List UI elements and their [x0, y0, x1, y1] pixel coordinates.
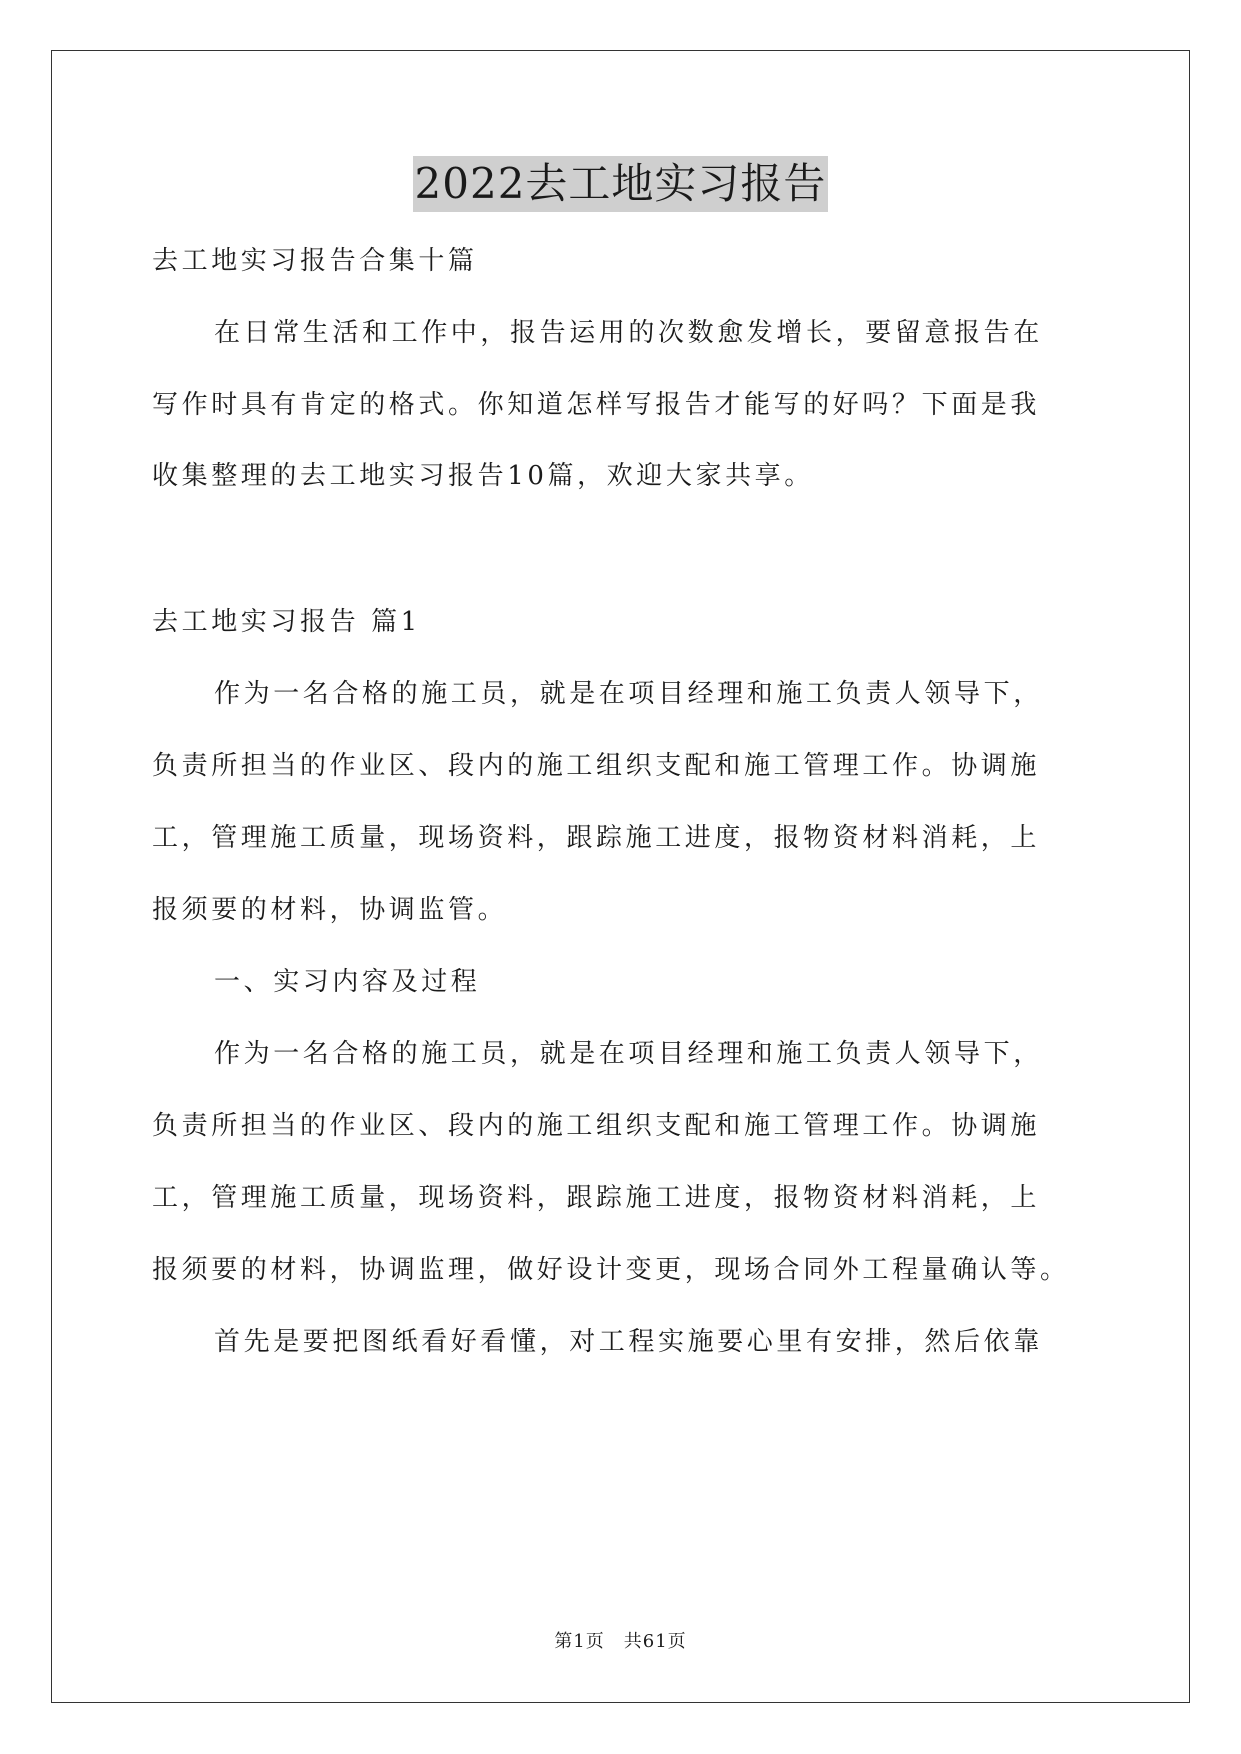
section-heading: 去工地实习报告 篇1	[152, 607, 421, 637]
intro-line-1: 在日常生活和工作中，报告运用的次数愈发增长，要留意报告在	[214, 318, 1043, 348]
paragraph2-line-1: 作为一名合格的施工员，就是在项目经理和施工负责人领导下，	[214, 1039, 1043, 1069]
paragraph2-line-3: 工，管理施工质量，现场资料，跟踪施工进度，报物资材料消耗，上	[152, 1183, 1041, 1213]
document-subtitle: 去工地实习报告合集十篇	[152, 246, 478, 276]
paragraph1-line-4: 报须要的材料，协调监管。	[152, 895, 508, 925]
document-title-wrapper	[0, 156, 1241, 212]
page-footer: 第1页 共61页	[554, 1631, 687, 1652]
page-border	[51, 50, 1190, 1703]
subheading: 一、实习内容及过程	[214, 967, 481, 997]
paragraph1-line-2: 负责所担当的作业区、段内的施工组织支配和施工管理工作。协调施	[152, 751, 1041, 781]
paragraph2-line-2: 负责所担当的作业区、段内的施工组织支配和施工管理工作。协调施	[152, 1111, 1041, 1141]
paragraph2-line-4: 报须要的材料，协调监理，做好设计变更，现场合同外工程量确认等。	[152, 1255, 1070, 1285]
document-title: 2022去工地实习报告	[413, 156, 829, 212]
paragraph1-line-1: 作为一名合格的施工员，就是在项目经理和施工负责人领导下，	[214, 679, 1043, 709]
paragraph1-line-3: 工，管理施工质量，现场资料，跟踪施工进度，报物资材料消耗，上	[152, 823, 1041, 853]
paragraph3-line-1: 首先是要把图纸看好看懂，对工程实施要心里有安排，然后依靠	[214, 1327, 1043, 1357]
intro-line-2: 写作时具有肯定的格式。你知道怎样写报告才能写的好吗？下面是我	[152, 390, 1041, 420]
intro-line-3: 收集整理的去工地实习报告10篇，欢迎大家共享。	[152, 461, 814, 491]
